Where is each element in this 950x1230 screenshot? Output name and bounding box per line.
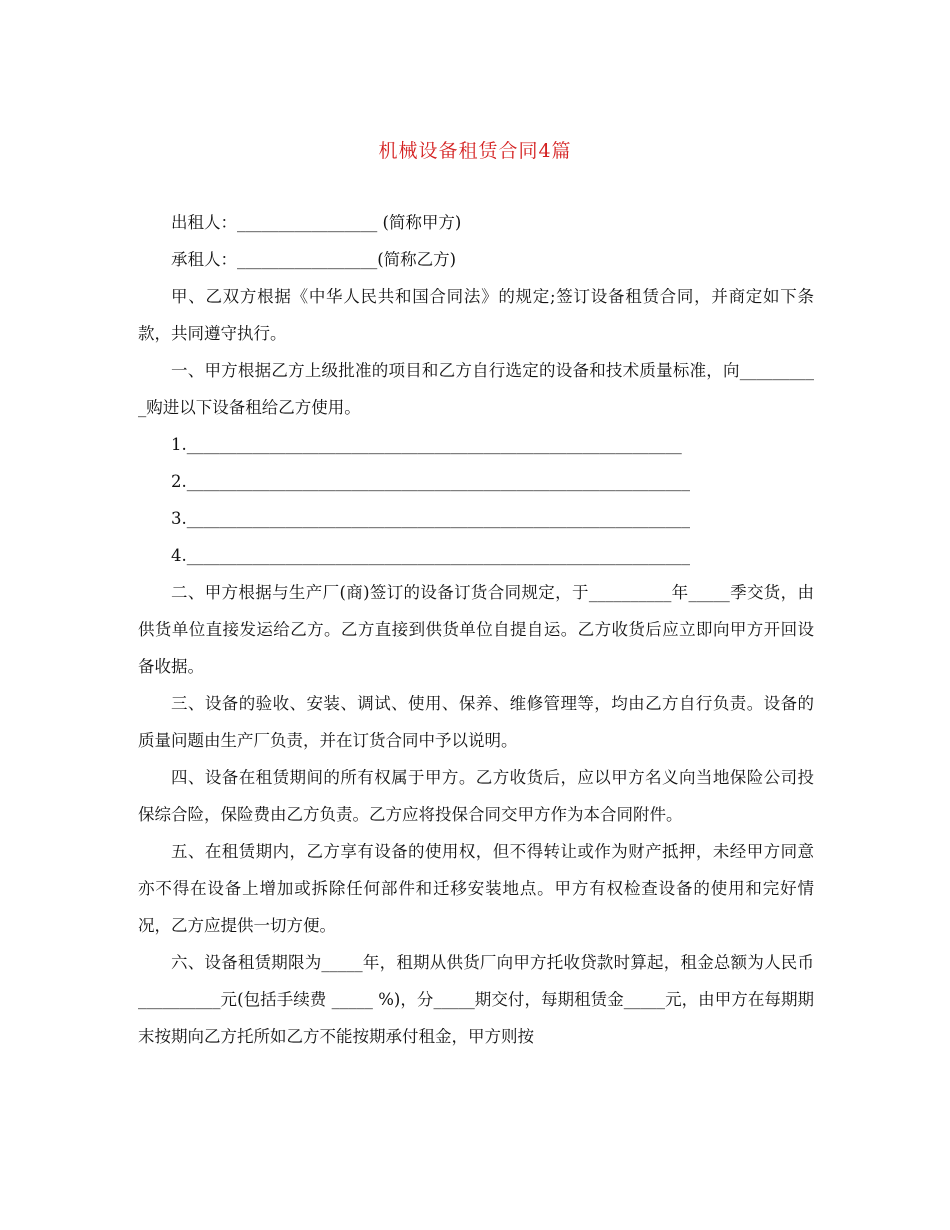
equipment-item: 4._____________________________________________________________ bbox=[171, 546, 690, 565]
clause-5-paragraph: 五、在租赁期内，乙方享有设备的使用权，但不得转让或作为财产抵押，未经甲方同意亦不得在设备上增加或拆除任何部件和迁移安装地点。甲方有权检查设备的使用和完好情况，乙方应提供一切方便。 bbox=[138, 842, 814, 935]
equipment-item: 3._____________________________________________________________ bbox=[171, 509, 690, 528]
clause-1-paragraph: 一、甲方根据乙方上级批准的项目和乙方自行选定的设备和技术质量标准，向__________购进以下设备租给乙方使用。 bbox=[138, 361, 814, 417]
lessor-line: 出租人：_________________ (简称甲方) bbox=[171, 213, 462, 232]
contract-body bbox=[138, 204, 820, 1055]
clause-4-paragraph: 四、设备在租赁期间的所有权属于甲方。乙方收货后，应以甲方名义向当地保险公司投保综合险，保险费由乙方负责。乙方应将投保合同交甲方作为本合同附件。 bbox=[138, 768, 814, 824]
clause-3-paragraph: 三、设备的验收、安装、调试、使用、保养、维修管理等，均由乙方自行负责。设备的质量问题由生产厂负责，并在订货合同中予以说明。 bbox=[138, 694, 814, 750]
clause-6-paragraph: 六、设备租赁期限为_____年，租期从供货厂向甲方托收贷款时算起，租金总额为人民币 __________元(包括手续费 _____ %)，分_____期交付，每期租赁金_____元，由甲方在每期期末按期向乙方托所如乙方不能按期承付租金，甲方则按 bbox=[138, 953, 820, 1046]
preamble-paragraph: 甲、乙双方根据《中华人民共和国合同法》的规定;签订设备租赁合同，并商定如下条款，共同遵守执行。 bbox=[138, 287, 814, 343]
document-title: 机械设备租赁合同4篇 bbox=[378, 140, 572, 162]
clause-2-paragraph: 二、甲方根据与生产厂(商)签订的设备订货合同规定，于__________年_____季交货，由供货单位直接发运给乙方。乙方直接到供货单位自提自运。乙方收货后应立即向甲方开回设备收据。 bbox=[138, 583, 814, 676]
equipment-item: 1.____________________________________________________________ bbox=[171, 435, 682, 454]
equipment-item: 2._____________________________________________________________ bbox=[171, 472, 690, 491]
lessee-line: 承租人：_________________(简称乙方) bbox=[171, 250, 457, 269]
